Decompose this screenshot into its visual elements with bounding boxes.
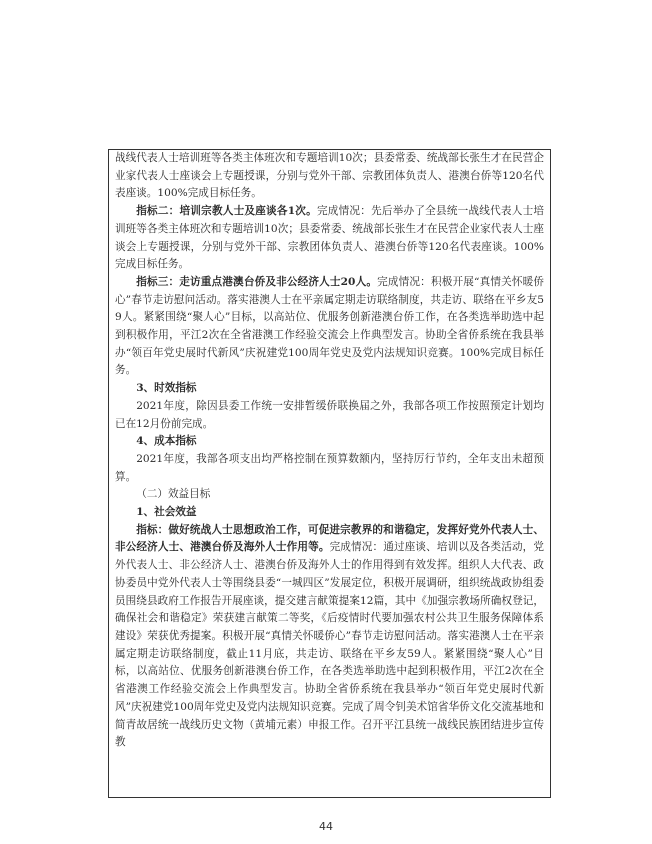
paragraph-1: 战线代表人士培训班等各类主体班次和专题培训10次；县委常委、统战部长张生才在民营企业家代表人士座谈会上专题授课，分别与党外干部、宗教团体负责人、港澳台侨等120名代表座谈。100%完成目标任务。 — [115, 152, 544, 200]
document-body-frame — [108, 149, 551, 798]
heading-cost: 4、成本指标 — [136, 435, 197, 448]
heading-benefit-target: （二）效益目标 — [136, 488, 211, 501]
paragraph-social-benefit: 指标：做好统战人士思想政治工作，可促进宗教界的和谐稳定，发挥好党外代表人士、非公经济人士、港澳台侨及海外人士作用等。完成情况：通过座谈、培训以及各类活动，党外代表人士、非公经济人士、港澳台侨及海外人士的作用得到有效发挥。组织人大代表、政协委员中党外代表人士等围绕县委“一城四区”发展定位，积极开展调研，组织统战政协组委员围绕县政府工作报告开展座谈，提交建言献策提案12篇，其中《加强宗教场所确权登记，确保社会和谐稳定》荣获建言献策二等奖，《后疫情时代要加强农村公共卫生服务保障体系建设》荣获优秀提案。积极开展“真情关怀暖侨心”春节走访慰问活动。落实港澳人士在平亲属定期走访联络制度，截止11月底，共走访、联络在平乡友59人。紧紧围绕“聚人心”目标，以高站位、优服务创新港澳台侨工作，在各类选举助选中起到积极作用，平江2次在全省港澳工作经验交流会上作典型发言。协助全省侨系统在我县举办“领百年党史展时代新风”庆祝建党100周年党史及党内法规知识竞赛。完成了周令钊美术馆省华侨文化交流基地和简青故居统一战线历史文物（黄埔元素）申报工作。召开平江县统一战线民族团结进步宣传教 — [115, 523, 545, 749]
paragraph-indicator-2: 指标二：培训宗教人士及座谈各1次。完成情况：先后举办了全县统一战线代表人士培训班等各类主体班次和专题培训10次；县委常委、统战部长张生才在民营企业家代表人士座谈会上专题授课，分别与党外干部、宗教团体负责人、港澳台侨等120名代表座谈。100%完成目标任务。 — [115, 205, 544, 271]
heading-timeliness: 3、时效指标 — [136, 382, 197, 395]
paragraph-timeliness: 2021年度，除因县委工作统一安排暂缓侨联换届之外，我部各项工作按照预定计划均已在12月份前完成。 — [115, 399, 544, 430]
heading-social-benefit: 1、社会效益 — [136, 506, 197, 519]
paragraph-indicator-3: 指标三：走访重点港澳台侨及非公经济人士20人。完成情况：积极开展“真情关怀暖侨心”春节走访慰问活动。落实港澳人士在平亲属定期走访联络制度，共走访、联络在平乡友59人。紧紧围绕“聚人心”目标，以高站位、优服务创新港澳台侨工作，在各类选举助选中起到积极作用，平江2次在全省港澳工作经验交流会上作典型发言。协助全省侨系统在我县举办“领百年党史展时代新风”庆祝建党100周年党史及党内法规知识竞赛。100%完成目标任务。 — [115, 275, 544, 377]
page-number: 44 — [319, 820, 333, 833]
paragraph-cost: 2021年度，我部各项支出均严格控制在预算数额内，坚持厉行节约，全年支出未超预算。 — [115, 452, 544, 483]
